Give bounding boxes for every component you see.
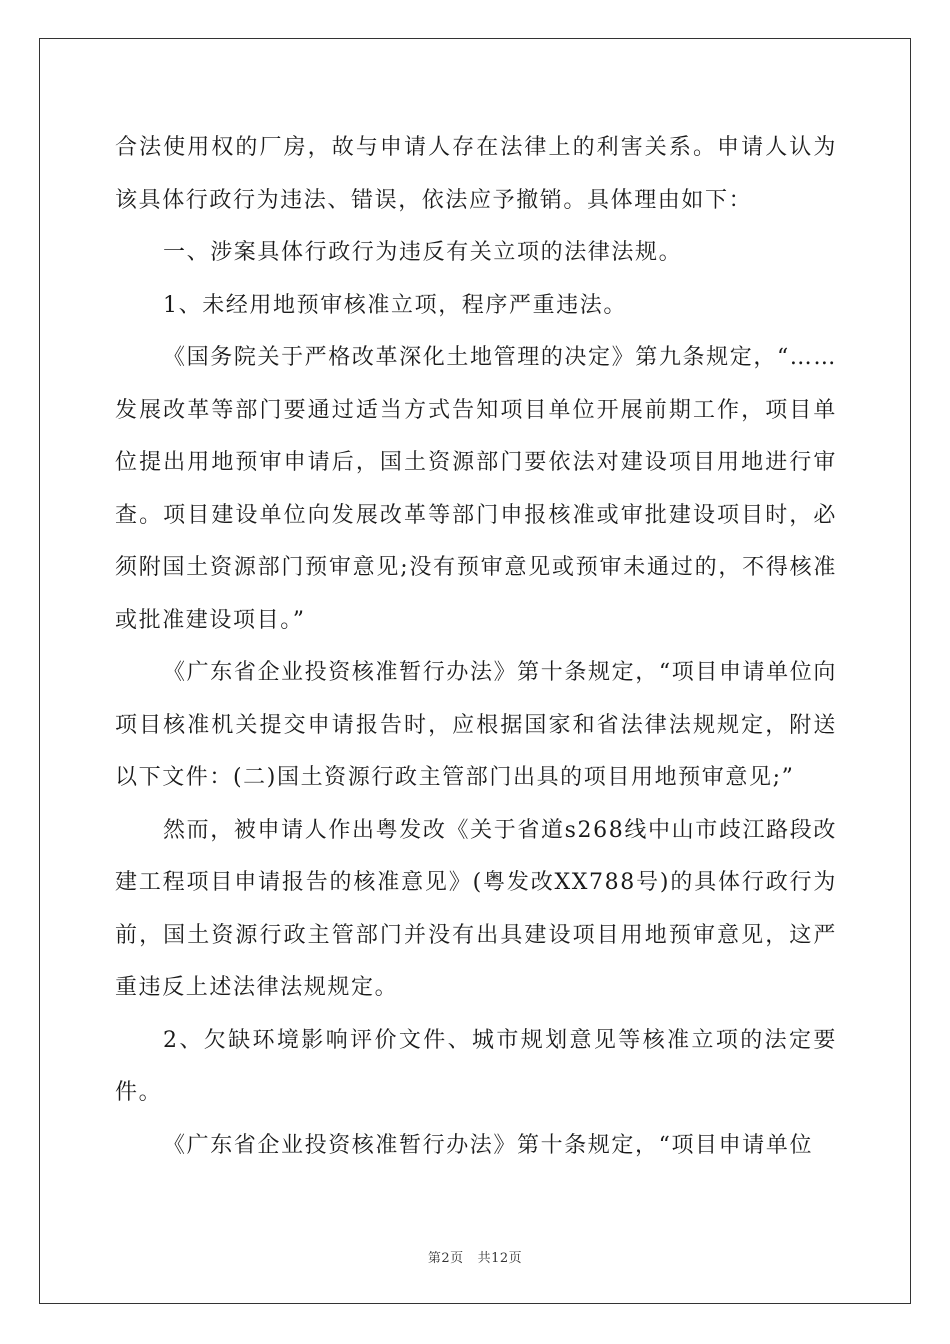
paragraph: 《国务院关于严格改革深化土地管理的决定》第九条规定，“……发展改革等部门要通过适当方式告知项目单位开展前期工作，项目单位提出用地预审申请后，国土资源部门要依法对建设项目用地进行审查。项目建设单位向发展改革等部门申报核准或审批建设项目时，必须附国土资源部门预审意见;没有预审意见或预审未通过的，不得核准或批准建设项目。” bbox=[115, 345, 837, 633]
paragraph: 1、未经用地预审核准立项，程序严重违法。 bbox=[163, 292, 627, 318]
page-footer bbox=[0, 1247, 950, 1266]
page-number: 第2页 bbox=[427, 1251, 464, 1266]
document-body bbox=[115, 122, 837, 1172]
paragraph: 然而，被申请人作出粤发改《关于省道s268线中山市歧江路段改建工程项目申请报告的核准意见》(粤发改XX788号)的具体行政行为前，国土资源行政主管部门并没有出具建设项目用地预审意见，这严重违反上述法律法规规定。 bbox=[115, 817, 837, 1000]
paragraph: 《广东省企业投资核准暂行办法》第十条规定，“项目申请单位向项目核准机关提交申请报告时，应根据国家和省法律法规规定，附送以下文件：(二)国土资源行政主管部门出具的项目用地预审意见;” bbox=[115, 660, 837, 790]
paragraph: 一、涉案具体行政行为违反有关立项的法律法规。 bbox=[163, 240, 683, 265]
paragraph: 《广东省企业投资核准暂行办法》第十条规定，“项目申请单位 bbox=[163, 1132, 814, 1158]
paragraph: 合法使用权的厂房，故与申请人存在法律上的利害关系。申请人认为该具体行政行为违法、错误，依法应予撤销。具体理由如下： bbox=[115, 135, 837, 213]
total-pages: 共12页 bbox=[477, 1251, 523, 1266]
paragraph: 2、欠缺环境影响评价文件、城市规划意见等核准立项的法定要件。 bbox=[115, 1027, 837, 1105]
